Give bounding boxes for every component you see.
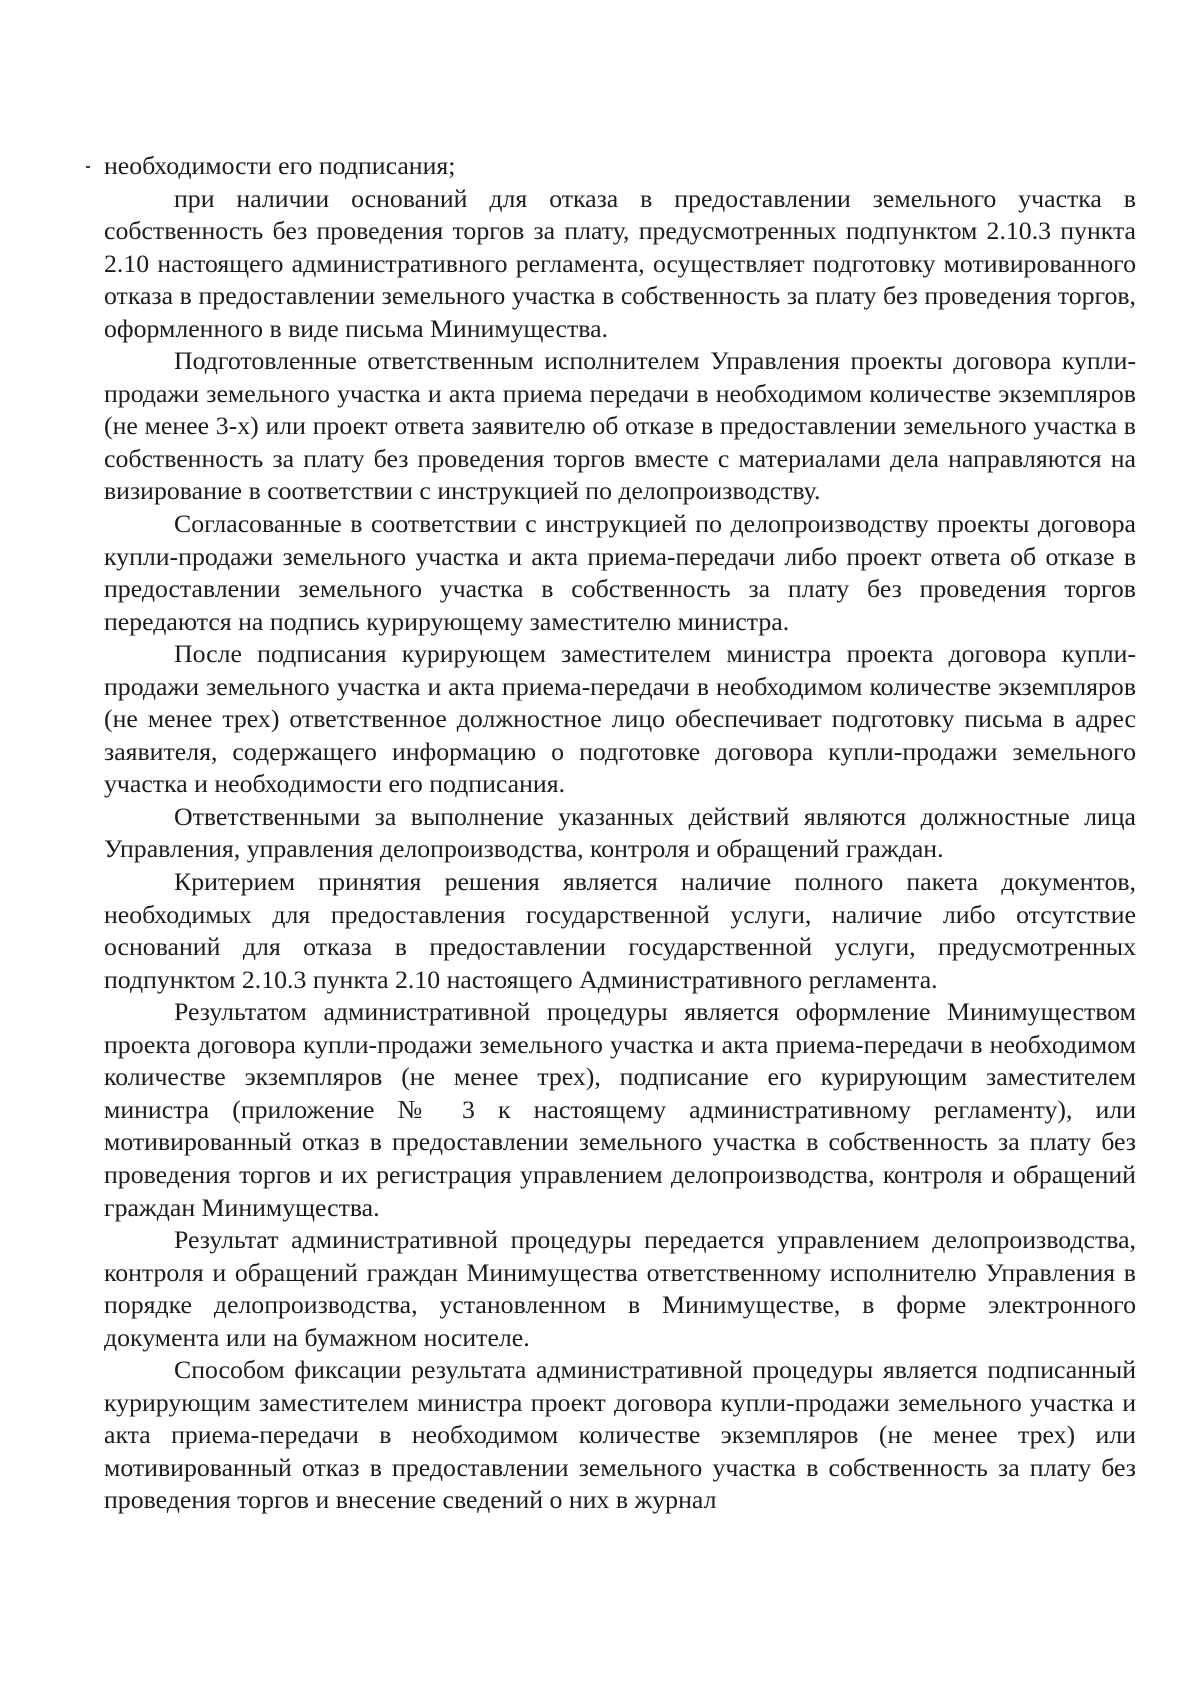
paragraph-agreed-projects: Согласованные в соответствии с инструкцией по делопроизводству проекты договора купли-продажи земельного участка и акта приема-передачи либо проект ответа об отказе в предоставлении земельного участка в собственность за плату без проведения торгов передаются на подпись курирующему заместителю министра.	[104, 509, 1136, 636]
paragraph-procedure-result: Результатом административной процедуры является оформление Минимуществом проекта договора купли-продажи земельного участка и акта приема-передачи в необходимом количестве экземпляров (не менее трех), подписание его курирующим заместителем министра (приложение № 3 к настоящему административному регламенту), или мотивированный отказ в предоставлении земельного участка в собственность за плату без проведения торгов и их регистрация управлением делопроизводства, контроля и обращений граждан Минимущества.	[104, 997, 1136, 1222]
paragraph-responsible-persons: Ответственными за выполнение указанных действий являются должностные лица Управления, управления делопроизводства, контроля и обращений граждан.	[104, 801, 1136, 864]
paragraph-decision-criterion: Критерием принятия решения является наличие полного пакета документов, необходимых для предоставления государственной услуги, наличие либо отсутствие оснований для отказа в предоставлении государственной услуги, предусмотренных подпунктом 2.10.3 пункта 2.10 настоящего Административного регламента.	[104, 867, 1136, 994]
paragraph-refusal-grounds: при наличии оснований для отказа в предоставлении земельного участка в собственность без проведения торгов за плату, предусмотренных подпунктом 2.10.3 пункта 2.10 настоящего административного регламента, осуществляет подготовку мотивированного отказа в предоставлении земельного участка в собственность за плату без проведения торгов, оформленного в виде письма Минимущества.	[104, 183, 1136, 343]
paragraph-after-signing: После подписания курирующем заместителем министра проекта договора купли-продажи земельного участка и акта приема-передачи в необходимом количестве экземпляров (не менее трех) ответственное должностное лицо обеспечивает подготовку письма в адрес заявителя, содержащего информацию о подготовке договора купли-продажи земельного участка и необходимости его подписания.	[104, 639, 1136, 799]
margin-mark	[86, 166, 90, 168]
paragraph-prepared-projects: Подготовленные ответственным исполнителем Управления проекты договора купли-продажи земельного участка и акта приема передачи в необходимом количестве экземпляров (не менее 3-х) или проект ответа заявителю об отказе в предоставлении земельного участка в собственность за плату без проведения торгов вместе с материалами дела направляются на визирование в соответствии с инструкцией по делопроизводству.	[104, 346, 1136, 506]
paragraph-fixation-method: Способом фиксации результата административной процедуры является подписанный курирующим заместителем министра проект договора купли-продажи земельного участка и акта приема-передачи в необходимом количестве экземпляров (не менее трех) или мотивированный отказ в предоставлении земельного участка в собственность за плату без проведения торгов и внесение сведений о них в журнал	[104, 1355, 1136, 1515]
paragraph-result-transfer: Результат административной процедуры передается управлением делопроизводства, контроля и обращений граждан Минимущества ответственному исполнителю Управления в порядке делопроизводства, установленном в Минимуществе, в форме электронного документа или на бумажном носителе.	[104, 1225, 1136, 1352]
paragraph-continuation: необходимости его подписания;	[104, 151, 456, 180]
document-body	[104, 150, 1136, 1517]
